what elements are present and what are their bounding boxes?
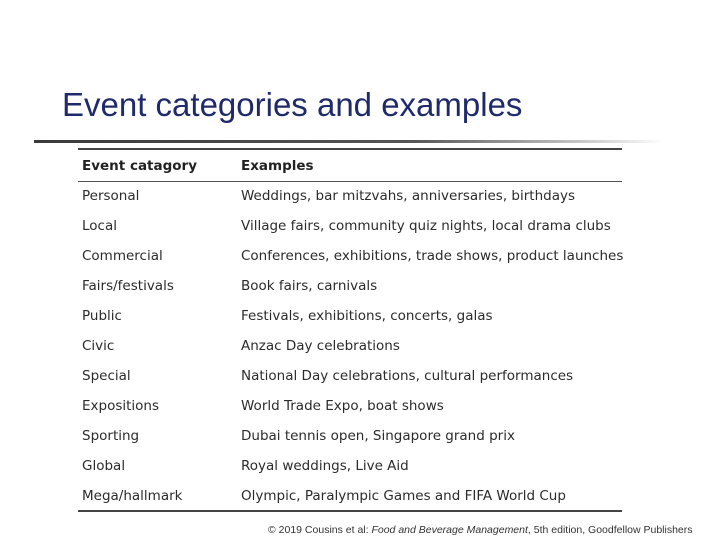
slide-title: Event categories and examples: [62, 86, 523, 123]
table-top-rule: [78, 148, 622, 150]
row-category: Sporting: [82, 428, 140, 444]
header-examples: Examples: [241, 158, 314, 174]
row-examples: Festivals, exhibitions, concerts, galas: [241, 308, 493, 324]
row-category: Commercial: [82, 248, 163, 264]
header-event-category: Event catagory: [82, 158, 198, 174]
table-bottom-rule: [78, 510, 622, 512]
row-category: Mega/hallmark: [82, 488, 183, 504]
footer-prefix: © 2019 Cousins et al:: [268, 524, 372, 536]
title-divider: [34, 140, 664, 143]
row-examples: Anzac Day celebrations: [241, 338, 400, 354]
row-category: Global: [82, 458, 126, 474]
row-examples: Olympic, Paralympic Games and FIFA World Cup: [241, 488, 566, 504]
row-examples: Dubai tennis open, Singapore grand prix: [241, 428, 515, 444]
row-examples: Royal weddings, Live Aid: [241, 458, 409, 474]
row-examples: Village fairs, community quiz nights, local drama clubs: [241, 218, 611, 234]
row-category: Civic: [82, 338, 115, 354]
row-examples: World Trade Expo, boat shows: [241, 398, 444, 414]
row-category: Special: [82, 368, 131, 384]
table-header-rule: [78, 181, 622, 182]
row-examples: Book fairs, carnivals: [241, 278, 378, 294]
footer-book-title: Food and Beverage Management: [371, 524, 528, 536]
copyright-footer: [268, 524, 693, 536]
row-category: Fairs/festivals: [82, 278, 174, 294]
row-examples: National Day celebrations, cultural performances: [241, 368, 574, 384]
row-category: Personal: [82, 188, 140, 204]
row-examples: Weddings, bar mitzvahs, anniversaries, birthdays: [241, 188, 575, 204]
row-category: Expositions: [82, 398, 160, 414]
event-categories-table: [78, 148, 622, 512]
footer-suffix: , 5th edition, Goodfellow Publishers: [527, 524, 693, 536]
row-examples: Conferences, exhibitions, trade shows, product launches: [241, 248, 624, 264]
row-category: Local: [82, 218, 117, 234]
row-category: Public: [82, 308, 122, 324]
